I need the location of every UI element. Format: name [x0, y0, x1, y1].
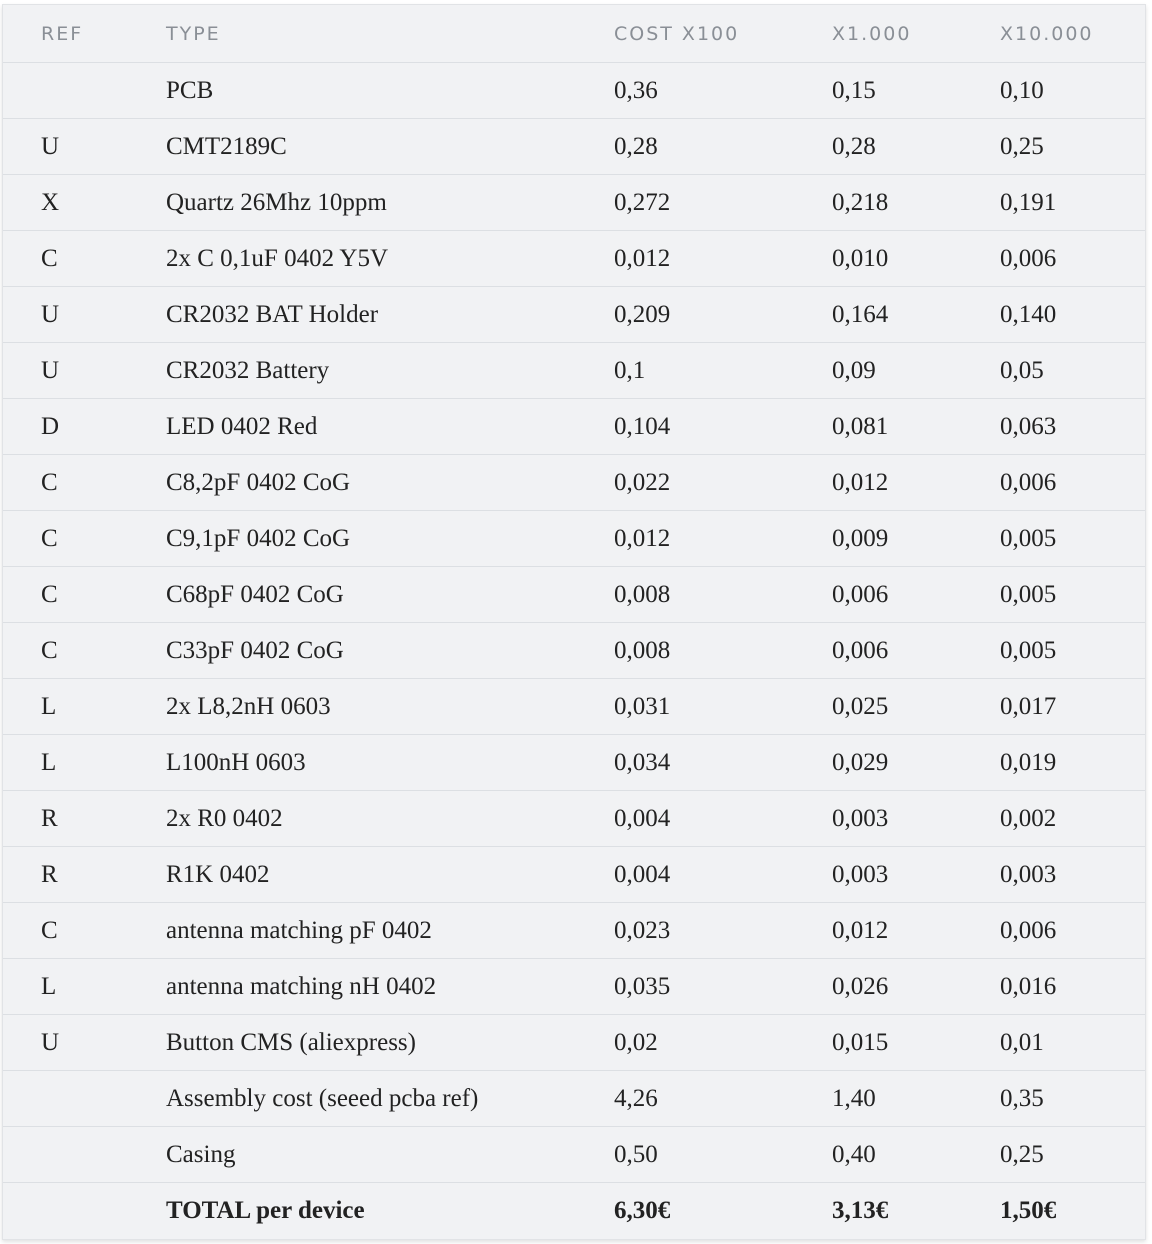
cell-type: 2x L8,2nH 0603 — [166, 679, 614, 735]
cell-cost-x100: 0,035 — [614, 959, 832, 1015]
table-row — [3, 119, 1145, 175]
cell-x10000: 0,005 — [1000, 623, 1145, 679]
cell-cost-x100: 0,02 — [614, 1015, 832, 1071]
cell-x1000: 0,003 — [832, 791, 1000, 847]
cell-x1000: 0,28 — [832, 119, 1000, 175]
cell-cost-x100: 0,008 — [614, 567, 832, 623]
total-label: TOTAL per device — [166, 1196, 365, 1224]
cell-ref: L — [3, 679, 166, 735]
cell-x1000: 0,081 — [832, 399, 1000, 455]
cell-ref: R — [3, 847, 166, 903]
cell-x10000: 0,05 — [1000, 343, 1145, 399]
table-row — [3, 735, 1145, 791]
cell-ref: D — [3, 399, 166, 455]
cell-cost-x100: 0,034 — [614, 735, 832, 791]
table-footer — [3, 1183, 1145, 1239]
cell-ref: U — [3, 343, 166, 399]
cell-type: Button CMS (aliexpress) — [166, 1015, 614, 1071]
cell-x1000: 0,009 — [832, 511, 1000, 567]
cell-type: Quartz 26Mhz 10ppm — [166, 175, 614, 231]
cell-x10000: 0,002 — [1000, 791, 1145, 847]
cell-type: Assembly cost (seeed pcba ref) — [166, 1071, 614, 1127]
cell-cost-x100: 0,36 — [614, 63, 832, 119]
table-row — [3, 1015, 1145, 1071]
cell-ref: U — [3, 119, 166, 175]
total-x1000: 3,13€ — [832, 1196, 889, 1224]
cell-ref — [3, 63, 166, 119]
table-header — [3, 5, 1145, 63]
cell-type: L100nH 0603 — [166, 735, 614, 791]
cell-ref — [3, 1071, 166, 1127]
cell-x10000: 0,01 — [1000, 1015, 1145, 1071]
cell-type: LED 0402 Red — [166, 399, 614, 455]
cell-cost-x100: 0,1 — [614, 343, 832, 399]
cell-cost-x100: 0,012 — [614, 511, 832, 567]
table-row — [3, 1071, 1145, 1127]
cell-ref: C — [3, 903, 166, 959]
cell-ref: C — [3, 455, 166, 511]
cell-x10000: 0,016 — [1000, 959, 1145, 1015]
cell-cost-x100: 0,023 — [614, 903, 832, 959]
cell-x10000: 0,10 — [1000, 63, 1145, 119]
table-row — [3, 1127, 1145, 1183]
cell-ref: U — [3, 1015, 166, 1071]
header-x10000: X10.000 — [1000, 5, 1145, 63]
cell-x1000: 0,026 — [832, 959, 1000, 1015]
table-row — [3, 903, 1145, 959]
cell-cost-x100: 0,022 — [614, 455, 832, 511]
cost-table — [3, 5, 1145, 1238]
cell-type: CR2032 Battery — [166, 343, 614, 399]
table-row — [3, 343, 1145, 399]
cell-x10000: 0,191 — [1000, 175, 1145, 231]
cell-x1000: 0,010 — [832, 231, 1000, 287]
cell-type: R1K 0402 — [166, 847, 614, 903]
cell-cost-x100: 0,004 — [614, 847, 832, 903]
table-row — [3, 63, 1145, 119]
cell-ref: C — [3, 511, 166, 567]
cell-type: C8,2pF 0402 CoG — [166, 455, 614, 511]
cell-x1000: 0,015 — [832, 1015, 1000, 1071]
cell-x10000: 0,017 — [1000, 679, 1145, 735]
cell-type: C33pF 0402 CoG — [166, 623, 614, 679]
table-row — [3, 287, 1145, 343]
total-ref — [3, 1183, 166, 1239]
header-ref: REF — [3, 5, 166, 63]
cell-ref: X — [3, 175, 166, 231]
total-x10000: 1,50€ — [1000, 1196, 1057, 1224]
cell-x1000: 0,012 — [832, 903, 1000, 959]
table-row — [3, 847, 1145, 903]
cell-ref: R — [3, 791, 166, 847]
cell-x1000: 0,164 — [832, 287, 1000, 343]
cell-cost-x100: 0,272 — [614, 175, 832, 231]
header-cost-x100: COST X100 — [614, 5, 832, 63]
table-row — [3, 231, 1145, 287]
cell-x10000: 0,006 — [1000, 903, 1145, 959]
cell-ref: U — [3, 287, 166, 343]
cell-type: antenna matching pF 0402 — [166, 903, 614, 959]
cell-type: C9,1pF 0402 CoG — [166, 511, 614, 567]
table-row — [3, 959, 1145, 1015]
cell-x1000: 0,006 — [832, 567, 1000, 623]
cell-x10000: 0,25 — [1000, 1127, 1145, 1183]
cell-x1000: 0,218 — [832, 175, 1000, 231]
cell-type: CMT2189C — [166, 119, 614, 175]
cell-ref: C — [3, 567, 166, 623]
cell-x10000: 0,003 — [1000, 847, 1145, 903]
table-row — [3, 623, 1145, 679]
cell-x10000: 0,005 — [1000, 511, 1145, 567]
cell-x1000: 0,012 — [832, 455, 1000, 511]
cell-cost-x100: 0,209 — [614, 287, 832, 343]
cell-x10000: 0,140 — [1000, 287, 1145, 343]
table-row — [3, 679, 1145, 735]
cell-type: C68pF 0402 CoG — [166, 567, 614, 623]
cell-ref: L — [3, 959, 166, 1015]
cell-x1000: 0,006 — [832, 623, 1000, 679]
cell-x10000: 0,063 — [1000, 399, 1145, 455]
cell-x1000: 0,029 — [832, 735, 1000, 791]
table-row — [3, 399, 1145, 455]
cell-cost-x100: 0,104 — [614, 399, 832, 455]
cell-type: 2x R0 0402 — [166, 791, 614, 847]
header-type: TYPE — [166, 5, 614, 63]
cell-type: PCB — [166, 63, 614, 119]
cell-x1000: 0,15 — [832, 63, 1000, 119]
table-row — [3, 455, 1145, 511]
table-row — [3, 511, 1145, 567]
total-row — [3, 1183, 1145, 1239]
table-row — [3, 175, 1145, 231]
cell-cost-x100: 0,28 — [614, 119, 832, 175]
cell-x10000: 0,006 — [1000, 231, 1145, 287]
cell-cost-x100: 0,008 — [614, 623, 832, 679]
cell-ref: C — [3, 623, 166, 679]
cell-x1000: 0,09 — [832, 343, 1000, 399]
table-row — [3, 567, 1145, 623]
cell-cost-x100: 0,50 — [614, 1127, 832, 1183]
cell-type: CR2032 BAT Holder — [166, 287, 614, 343]
cell-x1000: 0,40 — [832, 1127, 1000, 1183]
cell-ref: C — [3, 231, 166, 287]
cell-cost-x100: 0,004 — [614, 791, 832, 847]
header-x1000: X1.000 — [832, 5, 1000, 63]
cost-table-container — [2, 4, 1146, 1240]
cell-x1000: 0,003 — [832, 847, 1000, 903]
header-row — [3, 5, 1145, 63]
cell-x10000: 0,019 — [1000, 735, 1145, 791]
cell-x10000: 0,006 — [1000, 455, 1145, 511]
table-row — [3, 791, 1145, 847]
cell-x1000: 0,025 — [832, 679, 1000, 735]
cell-ref — [3, 1127, 166, 1183]
table-body — [3, 63, 1145, 1183]
cell-x10000: 0,35 — [1000, 1071, 1145, 1127]
cell-type: 2x C 0,1uF 0402 Y5V — [166, 231, 614, 287]
cell-x10000: 0,25 — [1000, 119, 1145, 175]
total-x100: 6,30€ — [614, 1196, 671, 1224]
cell-cost-x100: 4,26 — [614, 1071, 832, 1127]
cell-x10000: 0,005 — [1000, 567, 1145, 623]
cell-type: antenna matching nH 0402 — [166, 959, 614, 1015]
cell-cost-x100: 0,031 — [614, 679, 832, 735]
cell-ref: L — [3, 735, 166, 791]
cell-x1000: 1,40 — [832, 1071, 1000, 1127]
cell-type: Casing — [166, 1127, 614, 1183]
cell-cost-x100: 0,012 — [614, 231, 832, 287]
